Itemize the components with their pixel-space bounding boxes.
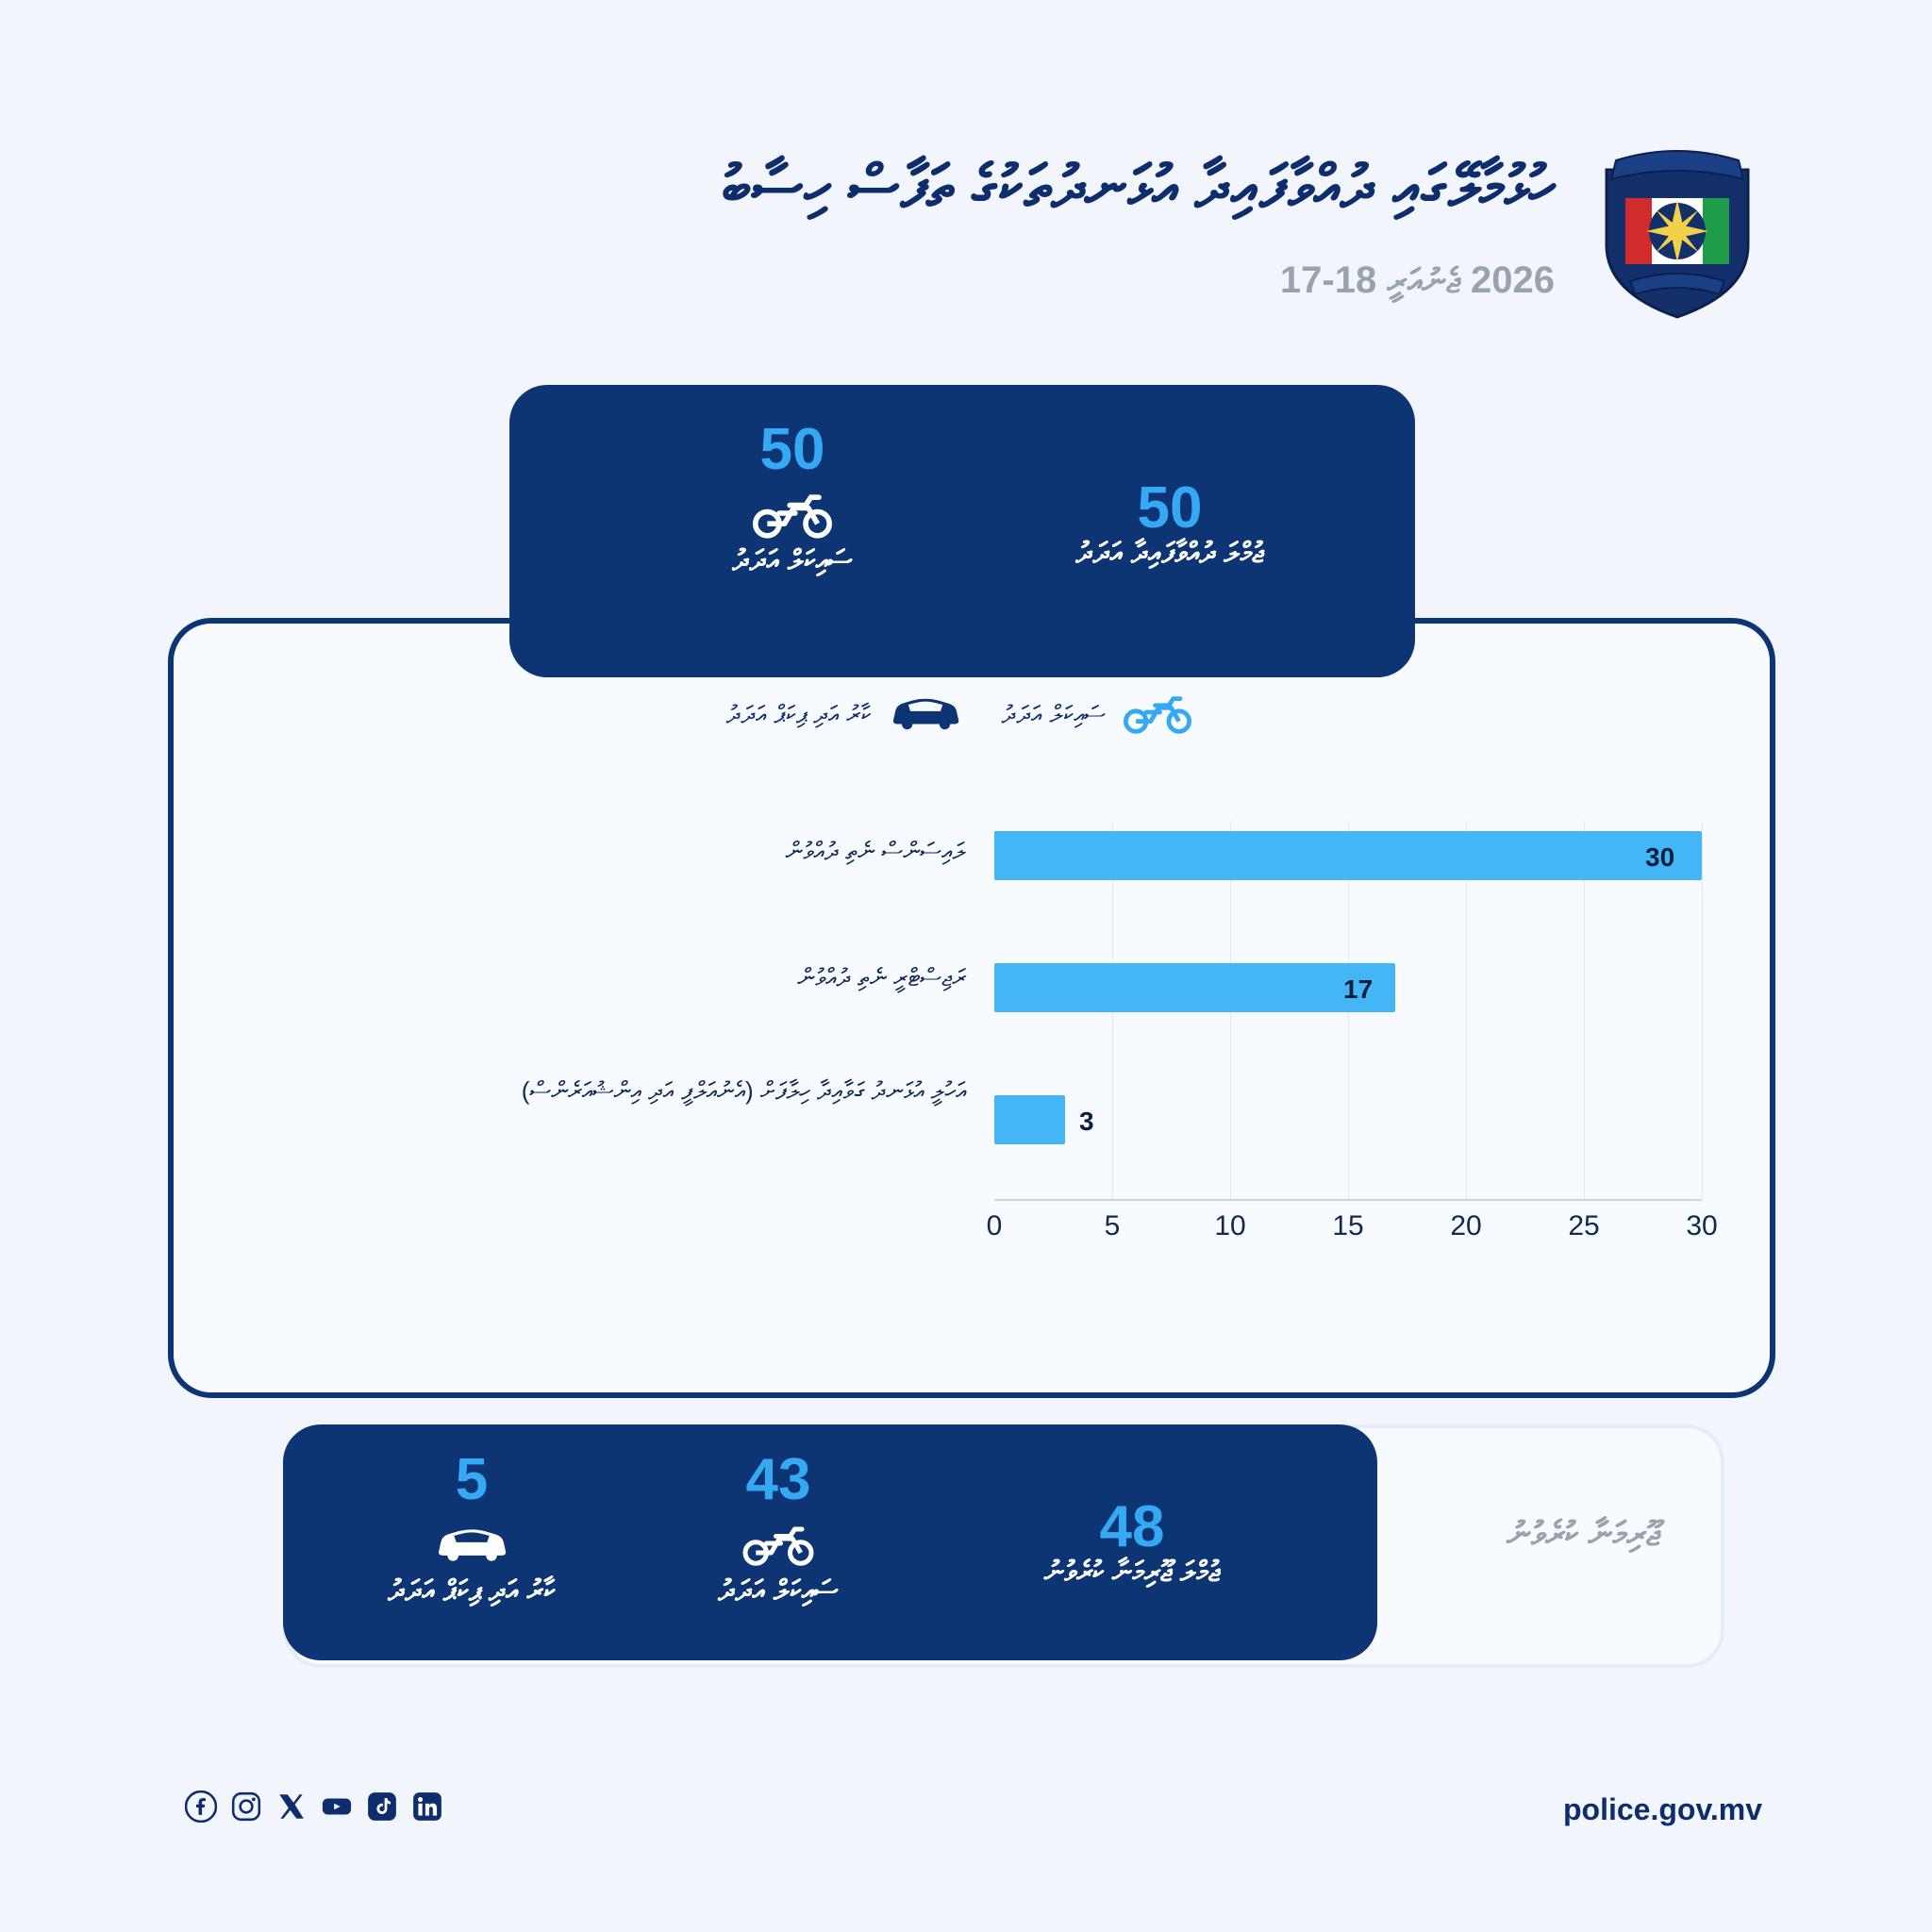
bar-category-2 <box>994 963 1395 1012</box>
x-tick-label: 10 <box>1214 1210 1246 1241</box>
stat-label: ސައިކަލް އަދަދު <box>732 545 853 576</box>
bar-value-label: 17 <box>1343 974 1374 1004</box>
bar-value-label: 3 <box>1079 1107 1094 1136</box>
stat-car-fined <box>330 1447 613 1607</box>
linkedin-icon[interactable] <box>411 1790 443 1823</box>
legend-label: ސައިކަލް އަދަދު <box>1001 699 1106 728</box>
x-tick-label: 0 <box>986 1210 1003 1241</box>
x-tick-label: 30 <box>1686 1210 1718 1241</box>
stat-value: 50 <box>1137 475 1203 541</box>
plot-area <box>986 822 1718 1241</box>
tiktok-icon[interactable] <box>366 1790 398 1823</box>
chart-legend <box>726 690 1194 740</box>
x-twitter-icon[interactable] <box>275 1790 308 1823</box>
motorcycle-icon <box>613 1517 943 1570</box>
x-tick-label: 15 <box>1332 1210 1364 1241</box>
stat-label: ސައިކަލް އަދަދު <box>718 1575 839 1607</box>
stat-value: 5 <box>455 1447 489 1512</box>
date-line <box>234 259 1555 302</box>
motorcycle-icon <box>1121 690 1194 740</box>
legend-item-car <box>726 691 964 739</box>
category-label: އަހުލީ އުޅަނދު ގަވާއިދާ ހިލާފަށް (އެނުއަލްފީ އަދި އިންޝުއަރެންސް) <box>521 1076 966 1105</box>
stat-label: ޖުމްލަ ދުއްވާފައިދާ އަދަދު <box>1075 538 1264 569</box>
summary-card-bottom <box>283 1424 1717 1660</box>
gridline <box>1702 822 1703 1199</box>
social-links[interactable] <box>185 1790 443 1823</box>
legend-item-motorcycle <box>1002 690 1194 740</box>
fine-stats-card <box>283 1424 1377 1660</box>
x-tick-label: 20 <box>1450 1210 1482 1241</box>
x-tick-label: 5 <box>1104 1210 1121 1241</box>
stat-value: 43 <box>745 1447 811 1512</box>
date-month: ޖެނުއަރީ <box>1387 261 1460 300</box>
motorcycle-icon <box>594 487 991 540</box>
page-title: ހުޅުމާލޭގައި ދުއްވާފައިދާ އުޅަނދުތަކުގެ ތަފާސް ހިސާބު <box>722 155 1555 220</box>
x-axis-line <box>994 1199 1702 1201</box>
header <box>0 123 1932 358</box>
stat-motorcycle-fined <box>613 1447 943 1607</box>
stat-label: ޖުމްލަ ޖޫރިމަނާ ކުރެވުނު <box>1043 1557 1221 1588</box>
stat-label: ކާރު އަދި ޕިކަޕް އަދަދު <box>388 1575 556 1607</box>
police-crest-icon <box>1588 132 1767 321</box>
stat-value: 50 <box>759 417 825 482</box>
website-url[interactable]: police.gov.mv <box>1562 1792 1762 1826</box>
fine-panel-label: ޖޫރިމަނާ ކުރެވުނު <box>1507 1514 1660 1553</box>
chart-panel <box>168 618 1775 1398</box>
summary-card-top <box>509 385 1415 677</box>
bar-category-3 <box>994 1095 1065 1144</box>
instagram-icon[interactable] <box>230 1790 262 1823</box>
stat-total-fined <box>943 1494 1321 1589</box>
date-year: 2026 <box>1471 259 1555 301</box>
facebook-icon[interactable] <box>185 1790 217 1823</box>
category-label: ރަޖިސްޓްރީ ނެތި ދުއްވުން <box>797 963 966 991</box>
date-range: 18-17 <box>1279 259 1377 301</box>
horizontal-bar-chart <box>174 822 1770 1312</box>
category-axis <box>211 822 966 1227</box>
youtube-icon[interactable] <box>321 1790 353 1823</box>
bar-value-label: 30 <box>1645 842 1675 872</box>
stat-value: 48 <box>1099 1494 1165 1559</box>
x-tick-label: 25 <box>1568 1210 1600 1241</box>
legend-label: ކާރު އަދި ޕިކަޕް އަދަދު <box>725 699 872 728</box>
stat-grand-total <box>972 475 1368 570</box>
stat-motorcycle-total <box>594 417 991 577</box>
category-label: ލައިސަންސް ނެތި ދުއްވުން <box>785 837 966 865</box>
bar-category-1 <box>994 831 1702 880</box>
car-icon <box>330 1517 613 1570</box>
car-icon <box>887 691 964 739</box>
